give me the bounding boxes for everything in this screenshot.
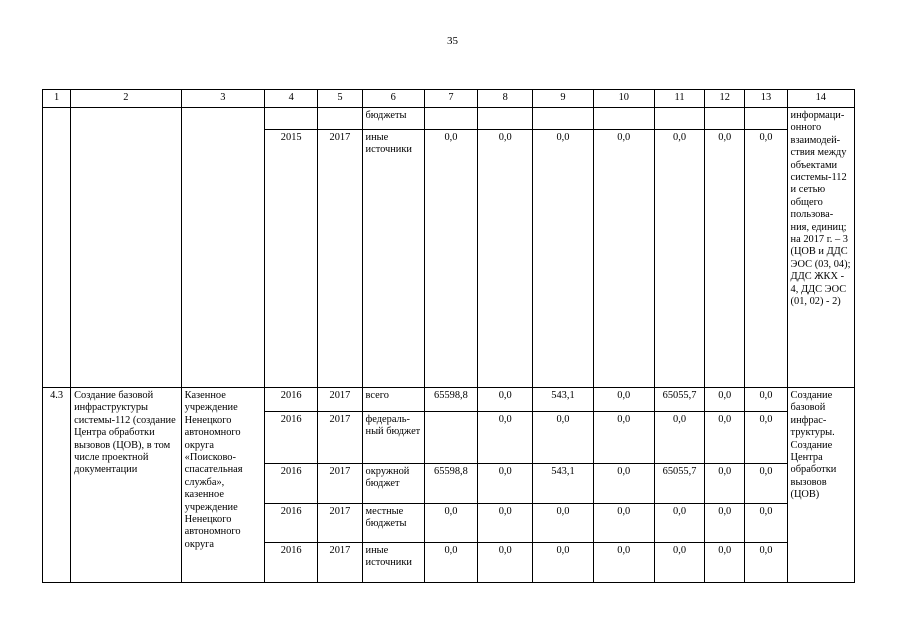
- amount: 0,0: [745, 130, 787, 388]
- end-year: 2017: [318, 388, 362, 412]
- start-year: 2016: [265, 464, 318, 504]
- col-header: 6: [362, 90, 424, 108]
- amount: 0,0: [745, 464, 787, 504]
- funding-source: окружной бюджет: [362, 464, 424, 504]
- amount: 0,0: [593, 543, 654, 583]
- col-header: 4: [265, 90, 318, 108]
- cell: [71, 108, 182, 388]
- amount: 0,0: [478, 388, 533, 412]
- funding-source: всего: [362, 388, 424, 412]
- amount: 0,0: [705, 543, 745, 583]
- cell: [654, 108, 704, 130]
- end-year: 2017: [318, 504, 362, 543]
- amount: 0,0: [654, 543, 704, 583]
- amount: 0,0: [533, 504, 593, 543]
- col-header: 2: [71, 90, 182, 108]
- table-row: [43, 388, 855, 412]
- expected-result: Создание базовой инфрас-труктуры. Создание Центра обработки вызовов (ЦОВ): [787, 388, 854, 583]
- item-number: 4.3: [43, 388, 71, 583]
- col-header: 9: [533, 90, 593, 108]
- funding-source: бюджеты: [362, 108, 424, 130]
- start-year: 2016: [265, 412, 318, 464]
- amount: 0,0: [593, 388, 654, 412]
- funding-source: иные источники: [362, 543, 424, 583]
- amount: 0,0: [705, 464, 745, 504]
- amount: 0,0: [745, 504, 787, 543]
- amount: 0,0: [654, 504, 704, 543]
- amount: 65598,8: [424, 388, 477, 412]
- amount: 0,0: [745, 412, 787, 464]
- page-number: 35: [447, 35, 458, 47]
- col-header: 12: [705, 90, 745, 108]
- amount: 0,0: [478, 464, 533, 504]
- amount: 0,0: [424, 543, 477, 583]
- amount: 0,0: [593, 130, 654, 388]
- activity-name: Создание базовой инфраструктуры системы-112 (создание Центра обработки вызовов (ЦОВ), в том числе проектной документации: [71, 388, 182, 583]
- funding-source: местные бюджеты: [362, 504, 424, 543]
- col-header: 5: [318, 90, 362, 108]
- program-table: [42, 89, 855, 583]
- end-year: 2017: [318, 130, 362, 388]
- col-header: 13: [745, 90, 787, 108]
- amount: [424, 412, 477, 464]
- cell: [43, 108, 71, 388]
- amount: 65055,7: [654, 388, 704, 412]
- amount: 0,0: [705, 412, 745, 464]
- col-header: 7: [424, 90, 477, 108]
- end-year: 2017: [318, 412, 362, 464]
- cell: [265, 108, 318, 130]
- col-header: 14: [787, 90, 854, 108]
- start-year: 2016: [265, 504, 318, 543]
- amount: 0,0: [593, 464, 654, 504]
- amount: 0,0: [533, 543, 593, 583]
- expected-result: информаци-онного взаимодей-ствия между объектами системы-112 и сетью общего пользова-ния, единиц; на 2017 г. – 3 (ЦОВ и ДДС ЭОС (03, 04); ДДС ЖКХ - 4, ДДС ЭОС (01, 02) - 2): [787, 108, 854, 388]
- amount: 0,0: [705, 504, 745, 543]
- amount: 0,0: [745, 388, 787, 412]
- cell: [593, 108, 654, 130]
- cell: [181, 108, 264, 388]
- amount: 0,0: [533, 412, 593, 464]
- funding-source: иные источники: [362, 130, 424, 388]
- amount: 0,0: [533, 130, 593, 388]
- amount: 65598,8: [424, 464, 477, 504]
- col-header: 1: [43, 90, 71, 108]
- amount: 543,1: [533, 388, 593, 412]
- start-year: 2016: [265, 543, 318, 583]
- executor: Казенное учреждение Ненецкого автономного округа «Поисково-спасательная служба», казенное учреждение Ненецкого автономного округа: [181, 388, 264, 583]
- cell: [318, 108, 362, 130]
- end-year: 2017: [318, 543, 362, 583]
- amount: 0,0: [745, 543, 787, 583]
- amount: 65055,7: [654, 464, 704, 504]
- amount: 0,0: [478, 412, 533, 464]
- column-number-row: [43, 90, 855, 108]
- amount: 0,0: [593, 504, 654, 543]
- col-header: 8: [478, 90, 533, 108]
- amount: 543,1: [533, 464, 593, 504]
- start-year: 2016: [265, 388, 318, 412]
- start-year: 2015: [265, 130, 318, 388]
- amount: 0,0: [478, 543, 533, 583]
- cell: [533, 108, 593, 130]
- amount: 0,0: [705, 130, 745, 388]
- amount: 0,0: [478, 504, 533, 543]
- col-header: 11: [654, 90, 704, 108]
- funding-source: федераль-ный бюджет: [362, 412, 424, 464]
- cell: [478, 108, 533, 130]
- amount: 0,0: [593, 412, 654, 464]
- amount: 0,0: [654, 130, 704, 388]
- amount: 0,0: [654, 412, 704, 464]
- cell: [424, 108, 477, 130]
- end-year: 2017: [318, 464, 362, 504]
- col-header: 3: [181, 90, 264, 108]
- amount: 0,0: [478, 130, 533, 388]
- cell: [745, 108, 787, 130]
- table-row: [43, 108, 855, 130]
- amount: 0,0: [424, 504, 477, 543]
- cell: [705, 108, 745, 130]
- col-header: 10: [593, 90, 654, 108]
- amount: 0,0: [705, 388, 745, 412]
- amount: 0,0: [424, 130, 477, 388]
